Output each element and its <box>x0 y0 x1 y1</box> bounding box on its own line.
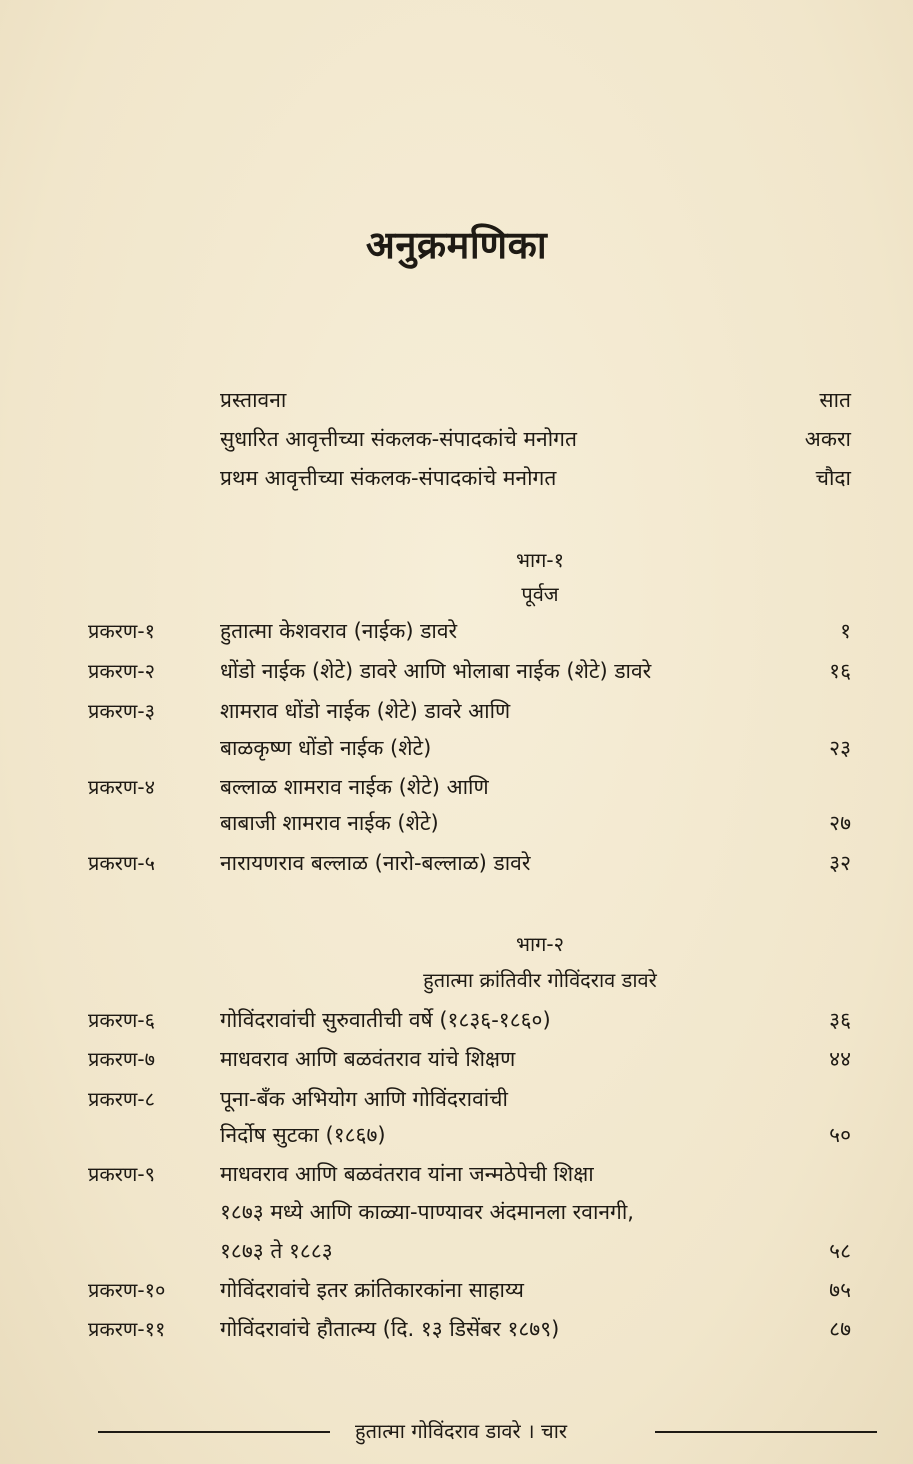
chapter-label: प्रकरण-३ <box>88 699 155 723</box>
chapter-page: २३ <box>829 736 851 760</box>
chapter-label: प्रकरण-६ <box>88 1008 155 1032</box>
chapter-label: प्रकरण-१० <box>88 1278 166 1302</box>
entry-text: प्रस्तावना <box>220 388 287 412</box>
part-label: भाग-१ <box>515 548 565 572</box>
running-footer: हुतात्मा गोविंदराव डावरे । चार <box>355 1419 568 1443</box>
chapter-entry-continued <box>0 1234 913 1268</box>
chapter-page: ३६ <box>829 1008 851 1032</box>
chapter-page: ३२ <box>829 851 851 875</box>
chapter-entry <box>0 846 913 880</box>
part-name: पूर्वज <box>521 582 559 606</box>
chapter-entry-continued <box>0 806 913 840</box>
chapter-label: प्रकरण-४ <box>88 775 155 799</box>
chapter-title-continued: बाबाजी शामराव नाईक (शेटे) <box>220 811 439 835</box>
chapter-entry <box>0 654 913 688</box>
chapter-entry <box>0 614 913 648</box>
chapter-entry-continued <box>0 731 913 765</box>
front-entry <box>0 383 913 417</box>
chapter-title: धोंडो नाईक (शेटे) डावरे आणि भोलाबा नाईक (शेटे) डावरे <box>220 659 652 683</box>
chapter-entry <box>0 1273 913 1307</box>
chapter-page: ५८ <box>829 1239 851 1263</box>
front-entry <box>0 422 913 456</box>
chapter-title: हुतात्मा केशवराव (नाईक) डावरे <box>220 619 458 643</box>
entry-page: अकरा <box>804 427 851 451</box>
entry-page: चौदा <box>815 466 851 490</box>
chapter-entry <box>0 770 913 804</box>
chapter-title: माधवराव आणि बळवंतराव यांना जन्मठेपेची शिक्षा <box>220 1162 594 1186</box>
chapter-page: ५० <box>829 1123 851 1147</box>
chapter-label: प्रकरण-७ <box>88 1047 155 1071</box>
chapter-title: गोविंदरावांचे हौतात्म्य (दि. १३ डिसेंबर १८७९) <box>220 1317 560 1341</box>
chapter-entry <box>0 1312 913 1346</box>
chapter-page: २७ <box>829 811 851 835</box>
chapter-title-continued: बाळकृष्ण धोंडो नाईक (शेटे) <box>220 736 432 760</box>
chapter-label: प्रकरण-५ <box>88 851 155 875</box>
entry-page: सात <box>819 388 851 412</box>
chapter-title-continued: १८७३ मध्ये आणि काळ्या-पाण्यावर अंदमानला रवानगी, <box>220 1200 634 1224</box>
part-label: भाग-२ <box>515 932 565 956</box>
chapter-entry-continued <box>0 1118 913 1152</box>
chapter-label: प्रकरण-८ <box>88 1087 155 1111</box>
chapter-label: प्रकरण-१ <box>88 619 155 643</box>
chapter-page: ८७ <box>829 1317 851 1341</box>
chapter-title: पूना-बँक अभियोग आणि गोविंदरावांची <box>220 1087 508 1111</box>
chapter-page: ४४ <box>829 1047 851 1071</box>
page-footer <box>0 1413 913 1449</box>
chapter-entry <box>0 694 913 728</box>
chapter-title: गोविंदरावांचे इतर क्रांतिकारकांना साहाय्य <box>220 1278 524 1302</box>
page-title: अनुक्रमणिका <box>365 223 548 267</box>
chapter-label: प्रकरण-२ <box>88 659 155 683</box>
chapter-entry <box>0 1003 913 1037</box>
chapter-entry <box>0 1042 913 1076</box>
chapter-page: १६ <box>829 659 851 683</box>
chapter-entry <box>0 1082 913 1116</box>
chapter-title: शामराव धोंडो नाईक (शेटे) डावरे आणि <box>220 699 511 723</box>
chapter-title-continued: १८७३ ते १८८३ <box>220 1239 333 1263</box>
footer-rule-right <box>655 1431 877 1433</box>
chapter-title: माधवराव आणि बळवंतराव यांचे शिक्षण <box>220 1047 516 1071</box>
front-entry <box>0 461 913 495</box>
entry-text: सुधारित आवृत्तीच्या संकलक-संपादकांचे मनोगत <box>220 427 577 451</box>
part-name: हुतात्मा क्रांतिवीर गोविंदराव डावरे <box>423 968 657 992</box>
chapter-page: ७५ <box>829 1278 851 1302</box>
footer-rule-left <box>98 1431 330 1433</box>
chapter-title-continued: निर्दोष सुटका (१८६७) <box>220 1123 386 1147</box>
chapter-title: गोविंदरावांची सुरुवातीची वर्षे (१८३६-१८६०) <box>220 1008 551 1032</box>
chapter-entry-continued <box>0 1195 913 1229</box>
chapter-page: १ <box>840 619 851 643</box>
chapter-label: प्रकरण-११ <box>88 1317 166 1341</box>
entry-text: प्रथम आवृत्तीच्या संकलक-संपादकांचे मनोगत <box>220 466 557 490</box>
chapter-entry <box>0 1157 913 1191</box>
chapter-label: प्रकरण-९ <box>88 1162 155 1186</box>
chapter-title: बल्लाळ शामराव नाईक (शेटे) आणि <box>220 775 489 799</box>
chapter-title: नारायणराव बल्लाळ (नारो-बल्लाळ) डावरे <box>220 851 531 875</box>
